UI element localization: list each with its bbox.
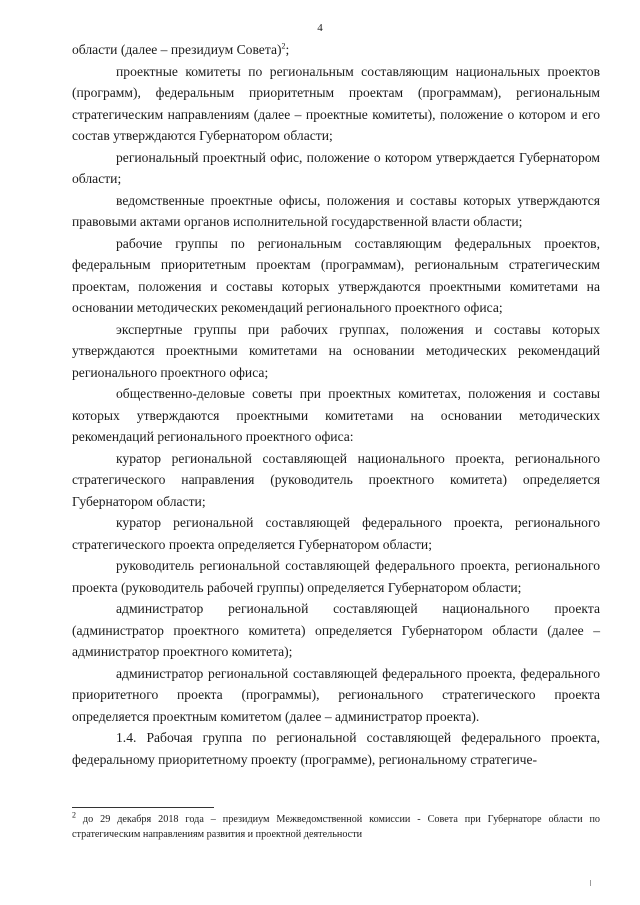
footnote-divider bbox=[72, 807, 214, 808]
paragraph: куратор региональной составляющей национального проекта, регионального стратегического направления (руководитель проектного комитета) определяется Губернатором области; bbox=[72, 450, 600, 509]
paragraph: рабочие группы по региональным составляющим федеральных проектов, федеральным приоритетным проектам (программам), региональным стратегическим проектам, положения и составы которых утверждаются проектными комитетами на основании методических рекомендаций регионального проектного офиса; bbox=[72, 235, 600, 315]
footnote-marker: 2 bbox=[72, 810, 76, 820]
paragraph: куратор региональной составляющей федерального проекта, регионального стратегического проекта определяется Губернатором области; bbox=[72, 515, 600, 552]
footnote bbox=[72, 812, 600, 842]
paragraph: экспертные группы при рабочих группах, положения и составы которых утверждаются проектными комитетами на основании методических рекомендаций регионального проектного офиса; bbox=[72, 321, 600, 380]
footnote-reference: 2 bbox=[281, 41, 286, 51]
paragraph: проектные комитеты по региональным составляющим национальных проектов (программ), федеральным приоритетным проектам (программам), региональным стратегическим направлениям (далее – проектные комитеты), положение о котором и его состав утверждаются Губернатором области; bbox=[72, 63, 600, 143]
paragraph: 1.4. Рабочая группа по региональной составляющей федерального проекта, федеральному приоритетному проекту (программе), региональному стратегиче- bbox=[72, 730, 600, 767]
paragraph: администратор региональной составляющей федерального проекта, федерального приоритетного проекта (программы), регионального стратегического проекта определяется проектным комитетом (далее – администратор проекта). bbox=[72, 665, 600, 724]
paragraph: руководитель региональной составляющей федерального проекта, регионального проекта (руководитель рабочей группы) определяется Губернатором области; bbox=[72, 558, 600, 595]
paragraph: администратор региональной составляющей национального проекта (администратор проектного комитета) определяется Губернатором области (далее – администратор проектного комитета); bbox=[72, 601, 600, 659]
paragraph: области (далее – президиум Совета)$^2$; bbox=[72, 41, 290, 57]
scan-artifact bbox=[590, 880, 591, 886]
footnotes bbox=[72, 812, 600, 842]
paragraph: региональный проектный офис, положение о котором утверждается Губернатором области; bbox=[72, 149, 600, 186]
paragraph: общественно-деловые советы при проектных комитетах, положения и составы которых утверждаются проектными комитетами на основании методических рекомендаций регионального проектного офиса: bbox=[72, 386, 600, 444]
body-text bbox=[72, 39, 600, 770]
paragraph: ведомственные проектные офисы, положения и составы которых утверждаются правовыми актами органов исполнительной государственной власти области; bbox=[72, 192, 600, 229]
page-number: 4 bbox=[317, 22, 323, 34]
footnote-text: до 29 декабря 2018 года – президиум Межведомственной комиссии - Совета при Губернаторе области по стратегическим направлениям развития и проектной деятельности bbox=[72, 814, 600, 840]
